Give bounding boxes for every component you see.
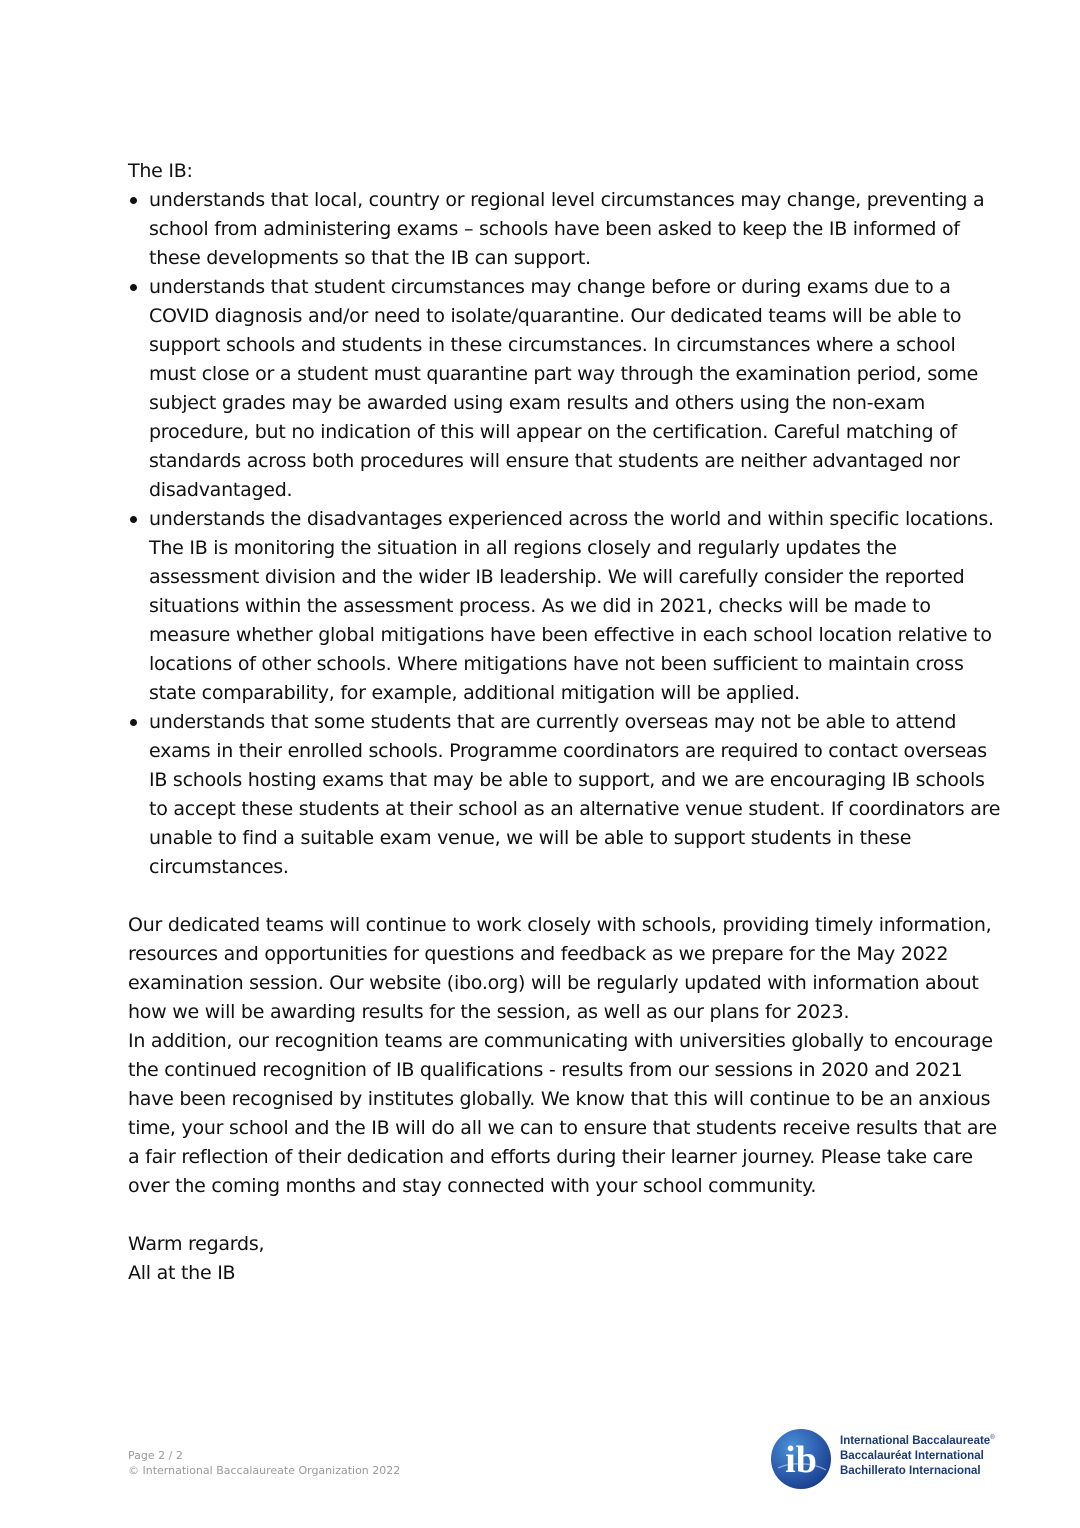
list-item: understands that student circumstances may change before or during exams due to a COVID diagnosis and/or need to isolate/quarantine. Our dedicated teams will be able to support schools and students in these circumstances. In circumstances where a school must close or a student must quarantine part way through the examination period, some subject grades may be awarded using exam results and others using the non-exam procedure, but no indication of this will appear on the certification. Careful matching of standards across both procedures will ensure that students are neither advantaged nor disadvantaged. <box>128 273 1008 505</box>
copyright-notice: © International Baccalaureate Organization 2022 <box>128 1464 401 1477</box>
closing: Warm regards, <box>128 1233 265 1255</box>
list-item: understands that some students that are currently overseas may not be able to attend exams in their enrolled schools. Programme coordinators are required to contact overseas IB schools hosting exams that may be able to support, and we are encouraging IB schools to accept these students at their school as an alternative venue student. If coordinators are unable to find a suitable exam venue, we will be able to support students in these circumstances. <box>128 708 1008 882</box>
list-item: understands that local, country or regional level circumstances may change, preventing a school from administering exams – schools have been asked to keep the IB informed of these developments so that the IB can support. <box>128 186 1008 273</box>
ib-mark-text: ib <box>785 1439 817 1481</box>
spacer <box>128 1201 1008 1230</box>
letter-body <box>128 157 1008 1288</box>
commitments-list <box>128 186 1008 882</box>
ib-logo <box>770 1428 1010 1492</box>
logo-name-french: Baccalauréat International <box>840 1449 984 1462</box>
page-number: Page 2 / 2 <box>128 1449 183 1462</box>
signature: All at the IB <box>128 1262 236 1284</box>
intro-line: The IB: <box>128 160 193 182</box>
paragraph-recognition: In addition, our recognition teams are communicating with universities globally to encourage the continued recognition of IB qualifications - results from our sessions in 2020 and 2021 have been recognised by institutes globally. We know that this will continue to be an anxious time, your school and the IB will do all we can to ensure that students receive results that are a fair reflection of their dedication and efforts during their learner journey. Please take care over the coming months and stay connected with your school community. <box>128 1030 997 1197</box>
logo-wordmark <box>840 1431 995 1479</box>
paragraph-teams: Our dedicated teams will continue to work closely with schools, providing timely information, resources and opportunities for questions and feedback as we prepare for the May 2022 examination session. Our website (ibo.org) will be regularly updated with information about how we will be awarding results for the session, as well as our plans for 2023. <box>128 914 992 1023</box>
spacer <box>128 882 1008 911</box>
list-item: understands the disadvantages experienced across the world and within specific locations. The IB is monitoring the situation in all regions closely and regularly updates the assessment division and the wider IB leadership. We will carefully consider the reported situations within the assessment process. As we did in 2021, checks will be made to measure whether global mitigations have been effective in each school location relative to locations of other schools. Where mitigations have not been sufficient to maintain cross state comparability, for example, additional mitigation will be applied. <box>128 505 1008 708</box>
logo-name-spanish: Bachillerato Internacional <box>840 1464 981 1477</box>
page-footer <box>128 1448 400 1478</box>
logo-name-english: International Baccalaureate® <box>840 1434 995 1447</box>
ib-globe-icon <box>770 1428 832 1490</box>
